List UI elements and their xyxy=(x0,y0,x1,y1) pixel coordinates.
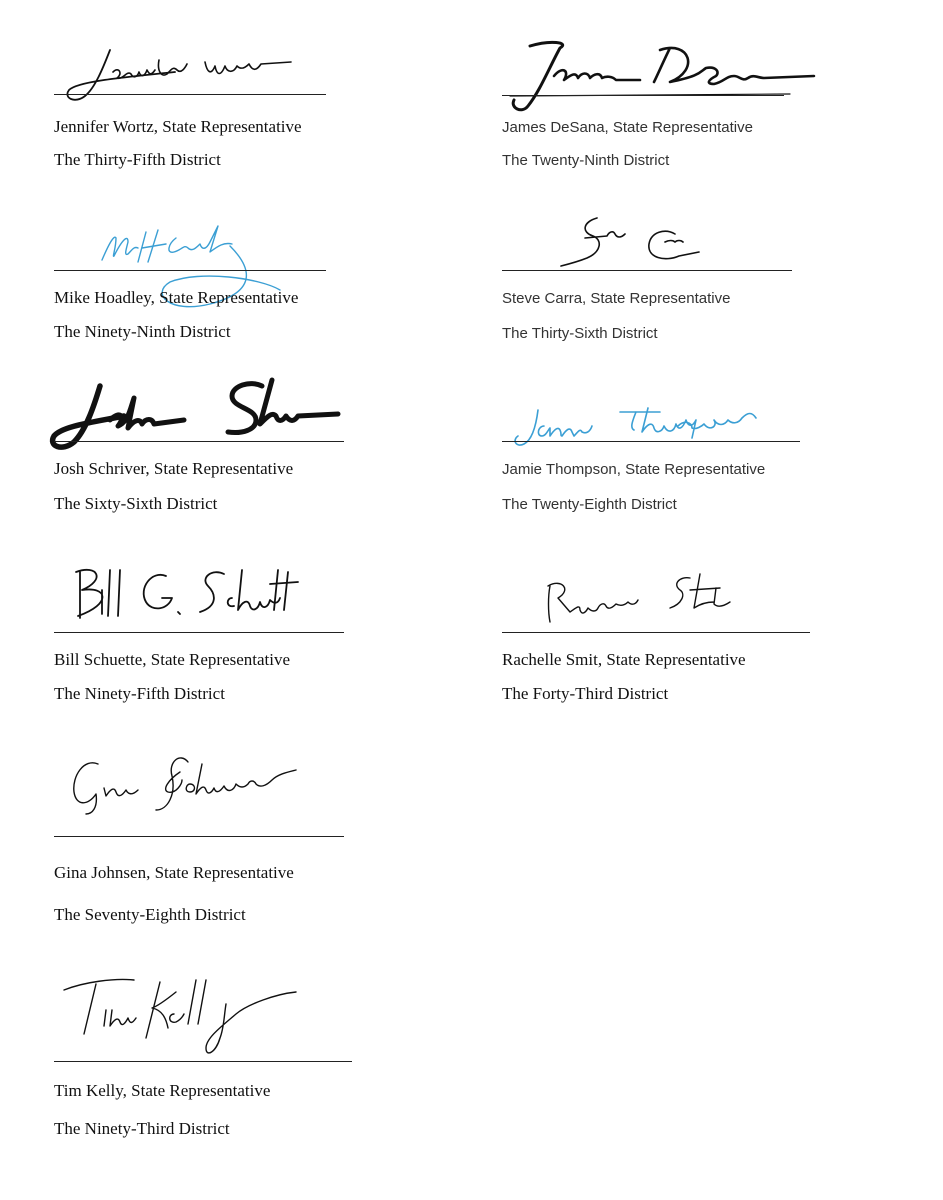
signature-line xyxy=(54,632,344,633)
signature-smit xyxy=(540,568,760,628)
signature-line xyxy=(54,836,344,837)
signer-district: The Sixty-Sixth District xyxy=(54,494,218,513)
signature-schuette xyxy=(66,560,336,630)
signer-district: The Thirty-Fifth District xyxy=(54,150,221,169)
signature-line xyxy=(502,270,792,271)
signature-line xyxy=(54,94,326,95)
signer-name: Gina Johnsen, State Representative xyxy=(54,863,294,882)
signer-name: Jamie Thompson, State Representative xyxy=(502,461,766,478)
signer-district: The Seventy-Eighth District xyxy=(54,905,246,924)
signature-line xyxy=(54,441,344,442)
signature-carra xyxy=(555,208,705,278)
signer-name: Mike Hoadley, State Representative xyxy=(54,288,299,307)
signer-district: The Thirty-Sixth District xyxy=(502,325,658,342)
signature-line xyxy=(54,270,326,271)
signer-name: Rachelle Smit, State Representative xyxy=(502,650,746,669)
signer-district: The Ninety-Ninth District xyxy=(54,322,231,341)
signature-desana xyxy=(500,36,800,116)
signer-name: James DeSana, State Representative xyxy=(502,119,753,136)
signature-line xyxy=(54,1061,352,1062)
signer-district: The Ninety-Third District xyxy=(54,1119,230,1138)
signer-name: Tim Kelly, State Representative xyxy=(54,1081,271,1100)
signature-wortz xyxy=(55,38,345,108)
signature-line xyxy=(502,95,784,96)
signer-district: The Forty-Third District xyxy=(502,684,669,703)
signature-schriver xyxy=(40,372,340,462)
signature-kelly xyxy=(56,970,306,1065)
signer-name: Jennifer Wortz, State Representative xyxy=(54,117,302,136)
signature-johnsen xyxy=(58,750,348,820)
signature-line xyxy=(502,441,800,442)
signer-name: Steve Carra, State Representative xyxy=(502,290,731,307)
signer-name: Bill Schuette, State Representative xyxy=(54,650,291,669)
signature-line xyxy=(502,632,810,633)
signature-thompson xyxy=(508,400,798,460)
signer-district: The Twenty-Eighth District xyxy=(502,496,677,513)
signer-name: Josh Schriver, State Representative xyxy=(54,459,294,478)
signer-district: The Ninety-Fifth District xyxy=(54,684,225,703)
signer-district: The Twenty-Ninth District xyxy=(502,152,670,169)
